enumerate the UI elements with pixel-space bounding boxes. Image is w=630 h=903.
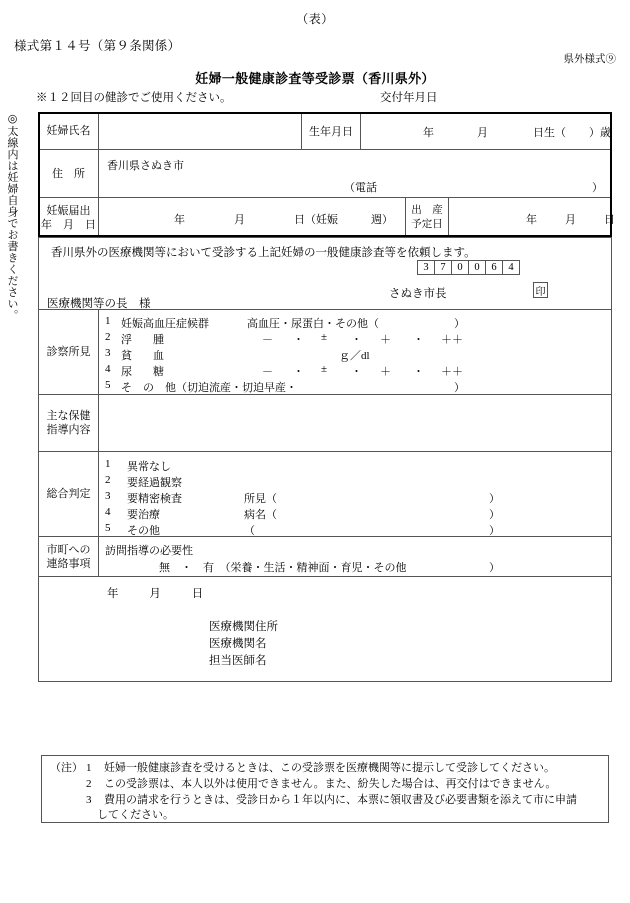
findings-scale-dot: ・ (413, 334, 424, 346)
notes-box (41, 755, 609, 823)
findings-scale-plus: ＋ (380, 334, 391, 346)
signature-year-unit: 年 (107, 588, 119, 600)
field-applicant-name[interactable] (99, 113, 301, 149)
findings-item-close: ） (454, 382, 465, 394)
notes-item-text: この受診票は、本人以外は使用できません。また、紛失した場合は、再交付はできません。 (104, 778, 557, 790)
row-guidance (39, 395, 611, 452)
findings-scale-minus: － (262, 366, 273, 378)
findings-item-no: 3 (105, 347, 111, 359)
notes-item-text: してください。 (97, 809, 174, 821)
row-applicant-name (39, 113, 611, 150)
judgement-item-text: その他 (127, 525, 160, 537)
birth-year-unit: 年 (423, 127, 434, 139)
birth-day-unit: 日生（ (533, 127, 566, 139)
findings-item-name: 貧 (121, 350, 132, 362)
findings-scale-plusminus: ± (321, 331, 328, 343)
field-city-contact[interactable] (99, 537, 611, 576)
judgement-item-no: 4 (105, 506, 111, 518)
label-pregnancy-report-date (39, 198, 99, 237)
row-address (39, 150, 611, 198)
city-contact-title: 訪問指導の必要性 (105, 545, 193, 557)
findings-item (99, 379, 611, 395)
code-number-boxes (418, 260, 520, 275)
code-digit: 7 (434, 260, 452, 275)
judgement-item-text: 要経過観察 (127, 477, 182, 489)
label-guidance (39, 395, 99, 451)
label-applicant-name: 妊婦氏名 (39, 113, 99, 149)
telephone-close-paren: ） (592, 182, 603, 194)
judgement-item-no: 5 (105, 522, 111, 534)
seal-stamp-box: 印 (533, 282, 548, 298)
signature-institution-block[interactable] (209, 619, 278, 670)
institution-name-label: 医療機関名 (209, 638, 267, 650)
label-findings: 診察所見 (39, 310, 99, 394)
address-value: 香川県さぬき市 (107, 160, 184, 172)
findings-item-detail: 高血圧・尿蛋白・その他（ (247, 318, 379, 330)
usage-note: ※１２回目の健診でご使用ください。 (36, 92, 232, 104)
row-signature (39, 577, 611, 682)
findings-scale-plusminus: ± (321, 363, 328, 375)
findings-scale-dot: ・ (351, 334, 362, 346)
row-city-contact (39, 537, 611, 577)
notes-item-text: 費用の請求を行うときは、受診日から１年以内に、本票に領収書及び必要書類を添えて市に申請 (104, 794, 577, 806)
findings-scale-double-plus: ＋＋ (441, 334, 463, 346)
label-city-contact (39, 537, 99, 576)
judgement-item (99, 522, 611, 538)
code-digit: 0 (451, 260, 469, 275)
notes-item-text: 妊婦一般健康診査を受けるときは、この受診票を医療機関等に提示して受診してください。 (104, 762, 555, 774)
findings-item-name: 浮 (121, 334, 132, 346)
findings-scale-dot: ・ (293, 366, 304, 378)
findings-item (99, 363, 611, 379)
signature-day-unit: 日 (191, 588, 204, 600)
due-year-unit: 年 (526, 214, 537, 226)
page-side-label: （表） (296, 12, 334, 26)
report-week-unit: 週） (371, 214, 393, 226)
judgement-item-field: （ (244, 525, 255, 537)
mayor-name: さぬき市長 (389, 288, 447, 300)
judgement-item-text: 異常なし (127, 461, 171, 473)
city-contact-options: 無 ・ 有 （栄養・生活・精神面・育児・その他 (159, 562, 407, 574)
findings-scale-dot: ・ (293, 334, 304, 346)
label-due-date-line2: 予定日 (411, 218, 443, 230)
signature-date[interactable] (107, 585, 203, 601)
judgement-item (99, 506, 611, 522)
judgement-item (99, 490, 611, 506)
findings-scale-minus: － (262, 334, 273, 346)
code-digit: 0 (468, 260, 486, 275)
form-table (38, 112, 615, 682)
institution-head-address: 医療機関等の長 様 (47, 298, 151, 310)
doctor-name-label: 担当医師名 (209, 655, 267, 667)
label-guidance-line2: 指導内容 (46, 424, 91, 436)
city-contact-close: ） (489, 562, 500, 574)
label-address: 住 所 (39, 150, 99, 197)
signature-month-unit: 月 (149, 588, 161, 600)
label-judgement: 総合判定 (39, 452, 99, 536)
field-guidance[interactable] (99, 395, 611, 451)
findings-item-unit: ｇ／dl (339, 350, 370, 362)
findings-scale-plus: ＋ (380, 366, 391, 378)
row-findings (39, 310, 611, 395)
label-guidance-line1: 主な保健 (46, 410, 91, 422)
due-day-unit: 日 (604, 214, 615, 226)
judgement-item (99, 458, 611, 474)
code-digit: 3 (417, 260, 435, 275)
judgement-item-close: ） (489, 493, 500, 505)
findings-item-no: 2 (105, 331, 111, 343)
due-month-unit: 月 (565, 214, 576, 226)
field-birthdate[interactable] (361, 113, 611, 149)
field-findings[interactable] (99, 310, 611, 394)
row-judgement (39, 452, 611, 537)
field-due-date[interactable] (449, 198, 615, 237)
judgement-item-no: 2 (105, 474, 111, 486)
notes-item-no: 1 (86, 762, 92, 774)
report-month-unit: 月 (234, 214, 245, 226)
findings-scale-dot: ・ (413, 366, 424, 378)
findings-item-name2: 血 (153, 350, 164, 362)
findings-item-name: そ の 他（切迫流産・切迫早産・ (121, 382, 297, 394)
institution-address-label: 医療機関住所 (209, 621, 278, 633)
notes-item-no: 2 (86, 778, 92, 790)
birth-age-close: ）歳 (589, 127, 611, 139)
page-title: 妊婦一般健康診査等受診票（香川県外） (195, 71, 435, 86)
label-city-contact-line1: 市町への (46, 543, 91, 556)
issue-date-label: 交付年月日 (380, 92, 438, 104)
notes-item-no: 3 (86, 794, 92, 806)
vertical-instruction-note: ◎太線内は妊婦自身でお書きください。 (6, 112, 18, 321)
form-number: 様式第１４号（第９条関係） (14, 39, 181, 53)
judgement-item-close: ） (489, 525, 500, 537)
findings-item-no: 5 (105, 379, 111, 391)
report-year-unit: 年 (174, 214, 185, 226)
judgement-item-text: 要精密検査 (127, 493, 182, 505)
findings-scale-double-plus: ＋＋ (441, 366, 463, 378)
findings-item-name: 妊娠高血圧症候群 (121, 318, 209, 330)
telephone-label: （電話 (344, 182, 377, 194)
code-digit: 4 (502, 260, 520, 275)
out-of-prefecture-style-label: 県外様式⑨ (563, 54, 616, 65)
report-day-unit: 日（妊娠 (294, 214, 338, 226)
findings-item-no: 1 (105, 315, 111, 327)
judgement-item-no: 3 (105, 490, 111, 502)
code-digit: 6 (485, 260, 503, 275)
findings-item-name: 尿 (121, 366, 132, 378)
judgement-item (99, 474, 611, 490)
findings-item-no: 4 (105, 363, 111, 375)
label-pregnancy-report-line1: 妊娠届出 (46, 204, 91, 217)
birth-month-unit: 月 (477, 127, 488, 139)
row-pregnancy-report-date (39, 198, 615, 238)
findings-item (99, 315, 611, 331)
field-judgement[interactable] (99, 452, 611, 536)
label-pregnancy-report-line2: 年 月 日 (41, 218, 96, 231)
judgement-item-close: ） (489, 509, 500, 521)
findings-item-name2: 腫 (153, 334, 164, 346)
judgement-item-field: 病名（ (244, 509, 277, 521)
findings-item-close: ） (454, 318, 465, 330)
row-request (39, 238, 611, 310)
findings-item-name2: 糖 (153, 366, 164, 378)
findings-item (99, 331, 611, 347)
field-pregnancy-report-date[interactable] (99, 198, 405, 237)
judgement-item-no: 1 (105, 458, 111, 470)
field-address[interactable] (99, 150, 611, 197)
findings-item (99, 347, 611, 363)
label-due-date (405, 198, 449, 237)
notes-prefix: （注） (50, 762, 83, 774)
label-city-contact-line2: 連絡事項 (46, 557, 91, 570)
label-birthdate: 生年月日 (301, 113, 361, 149)
request-text: 香川県外の医療機関等において受診する上記妊婦の一般健康診査等を依頼します。 (51, 247, 476, 259)
label-due-date-line1: 出 産 (411, 204, 443, 216)
judgement-item-text: 要治療 (127, 509, 160, 521)
findings-scale-dot: ・ (351, 366, 362, 378)
judgement-item-field: 所見（ (244, 493, 277, 505)
